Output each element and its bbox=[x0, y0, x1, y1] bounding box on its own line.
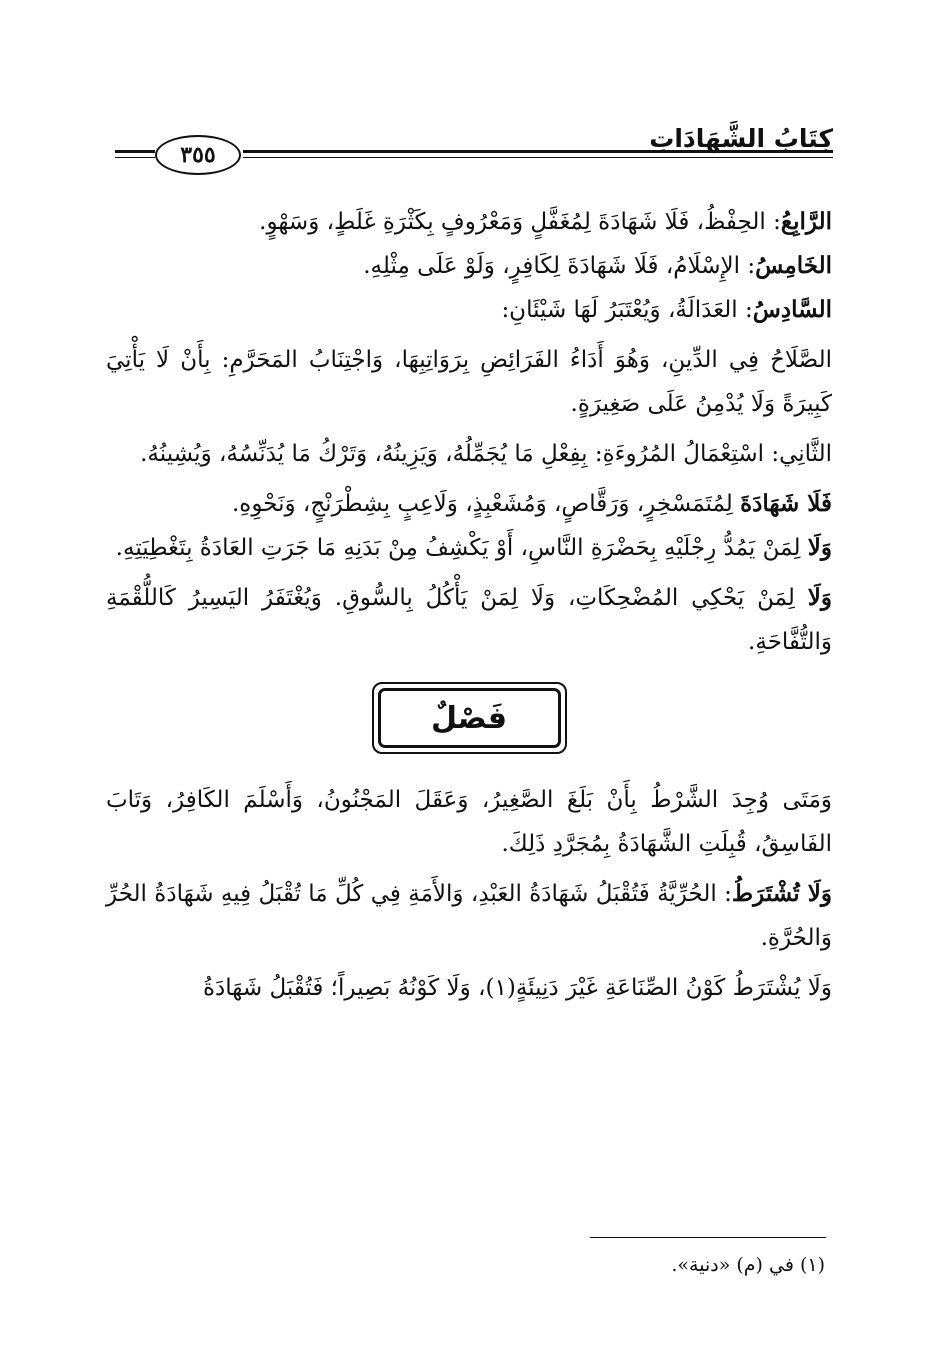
paragraph-lead: فَلَا شَهَادَةَ bbox=[740, 490, 832, 517]
paragraph-lead: الرَّابِعُ bbox=[780, 208, 832, 235]
paragraph-lead: وَلَا bbox=[807, 584, 832, 611]
header-rule-thin bbox=[243, 157, 833, 158]
paragraph-text: : الحِفْظُ، فَلَا شَهَادَةَ لِمُغَفَّلٍ وَمَعْرُوفٍ بِكَثْرَةِ غَلَطٍ، وَسَهْوٍ. bbox=[259, 209, 781, 235]
paragraph bbox=[106, 778, 832, 866]
paragraph-text: لِمَنْ يَمُدُّ رِجْلَيْهِ بِحَضْرَةِ النَّاسِ، أَوْ يَكْشِفُ مِنْ بَدَنِهِ مَا جَرَتِ العَادَةُ بِتَغْطِيَتِهِ. bbox=[115, 535, 808, 561]
page-header bbox=[115, 120, 833, 180]
header-rule-short-thin bbox=[115, 157, 155, 158]
paragraph-lead: السَّادِسُ bbox=[752, 296, 832, 323]
footnote: (١) في (م) «دنية». bbox=[671, 1254, 825, 1276]
footnote-separator bbox=[590, 1237, 826, 1238]
paragraph-text: الثَّانِي: اسْتِعْمَالُ المُرُوءَةِ: بِفِعْلِ مَا يُجَمِّلُهُ، وَيَزِينُهُ، وَتَرْكُ مَا يُدَنِّسُهُ، وَيُشِينُهُ. bbox=[140, 441, 832, 467]
paragraph bbox=[106, 482, 832, 526]
paragraph bbox=[106, 338, 832, 426]
paragraph bbox=[106, 200, 832, 244]
paragraph bbox=[106, 526, 832, 570]
paragraph-text: : الحُرِّيَّةُ فَتُقْبَلُ شَهَادَةُ العَبْدِ، وَالأَمَةِ فِي كُلِّ مَا تُقْبَلُ فِيهِ شَهَادَةُ الحُرِّ وَالحُرَّةِ. bbox=[106, 881, 832, 951]
section-title-box bbox=[372, 682, 567, 754]
section-title: فَصْلٌ bbox=[378, 688, 561, 748]
paragraph-text: لِمَنْ يَحْكِي المُضْحِكَاتِ، وَلَا لِمَنْ يَأْكُلُ بِالسُّوقِ. وَيُغْتَفَرُ اليَسِيرُ كَاللُّقْمَةِ وَالتُّفَّاحَةِ. bbox=[106, 585, 832, 655]
paragraph-lead: وَلَا تُشْتَرَطُ bbox=[731, 880, 832, 907]
paragraph-text: الصَّلَاحُ فِي الدِّينِ، وَهُوَ أَدَاءُ الفَرَائِضِ بِرَوَاتِبِهَا، وَاجْتِنَابُ المَحَرَّمِ: بِأَنْ لَا يَأْتِيَ كَبِيرَةً وَلَا يُدْمِنُ عَلَى صَغِيرَةٍ. bbox=[106, 347, 832, 417]
paragraph bbox=[106, 576, 832, 664]
paragraph bbox=[106, 288, 832, 332]
paragraph bbox=[106, 872, 832, 960]
paragraph bbox=[106, 244, 832, 288]
paragraph-lead: الخَامِسُ bbox=[755, 252, 832, 279]
header-rule-short-thick bbox=[115, 150, 155, 153]
paragraph-text: لِمُتَمَسْخِرٍ، وَرَقَّاصٍ، وَمُشَعْبِذٍ، وَلَاعِبٍ بِشِطْرَنْجٍ، وَنَحْوِهِ. bbox=[232, 491, 741, 517]
header-rule-thick bbox=[243, 150, 833, 153]
running-title: كِتَابُ الشَّهَادَاتِ bbox=[649, 124, 833, 153]
paragraph bbox=[106, 966, 832, 1010]
page-number: ٣٥٥ bbox=[155, 135, 241, 175]
paragraph-text: : الإِسْلَامُ، فَلَا شَهَادَةَ لِكَافِرٍ، وَلَوْ عَلَى مِثْلِهِ. bbox=[363, 253, 756, 279]
page-body bbox=[106, 200, 832, 1010]
paragraph-text: وَلَا يُشْتَرَطُ كَوْنُ الصِّنَاعَةِ غَيْرَ دَنِيئَةٍ(١)، وَلَا كَوْنُهُ بَصِيراً؛ فَتُقْبَلُ شَهَادَةُ bbox=[202, 975, 832, 1001]
paragraph-text: وَمَتَى وُجِدَ الشَّرْطُ بِأَنْ بَلَغَ الصَّغِيرُ، وَعَقَلَ المَجْنُونُ، وَأَسْلَمَ الكَافِرُ، وَتَابَ الفَاسِقُ، قُبِلَتِ الشَّهَادَةُ بِمُجَرَّدِ ذَلِكَ. bbox=[106, 787, 832, 857]
paragraph bbox=[106, 432, 832, 476]
paragraph-lead: وَلَا bbox=[807, 534, 832, 561]
paragraph-text: : العَدَالَةُ، وَيُعْتَبَرُ لَهَا شَيْئَانِ: bbox=[501, 297, 753, 323]
